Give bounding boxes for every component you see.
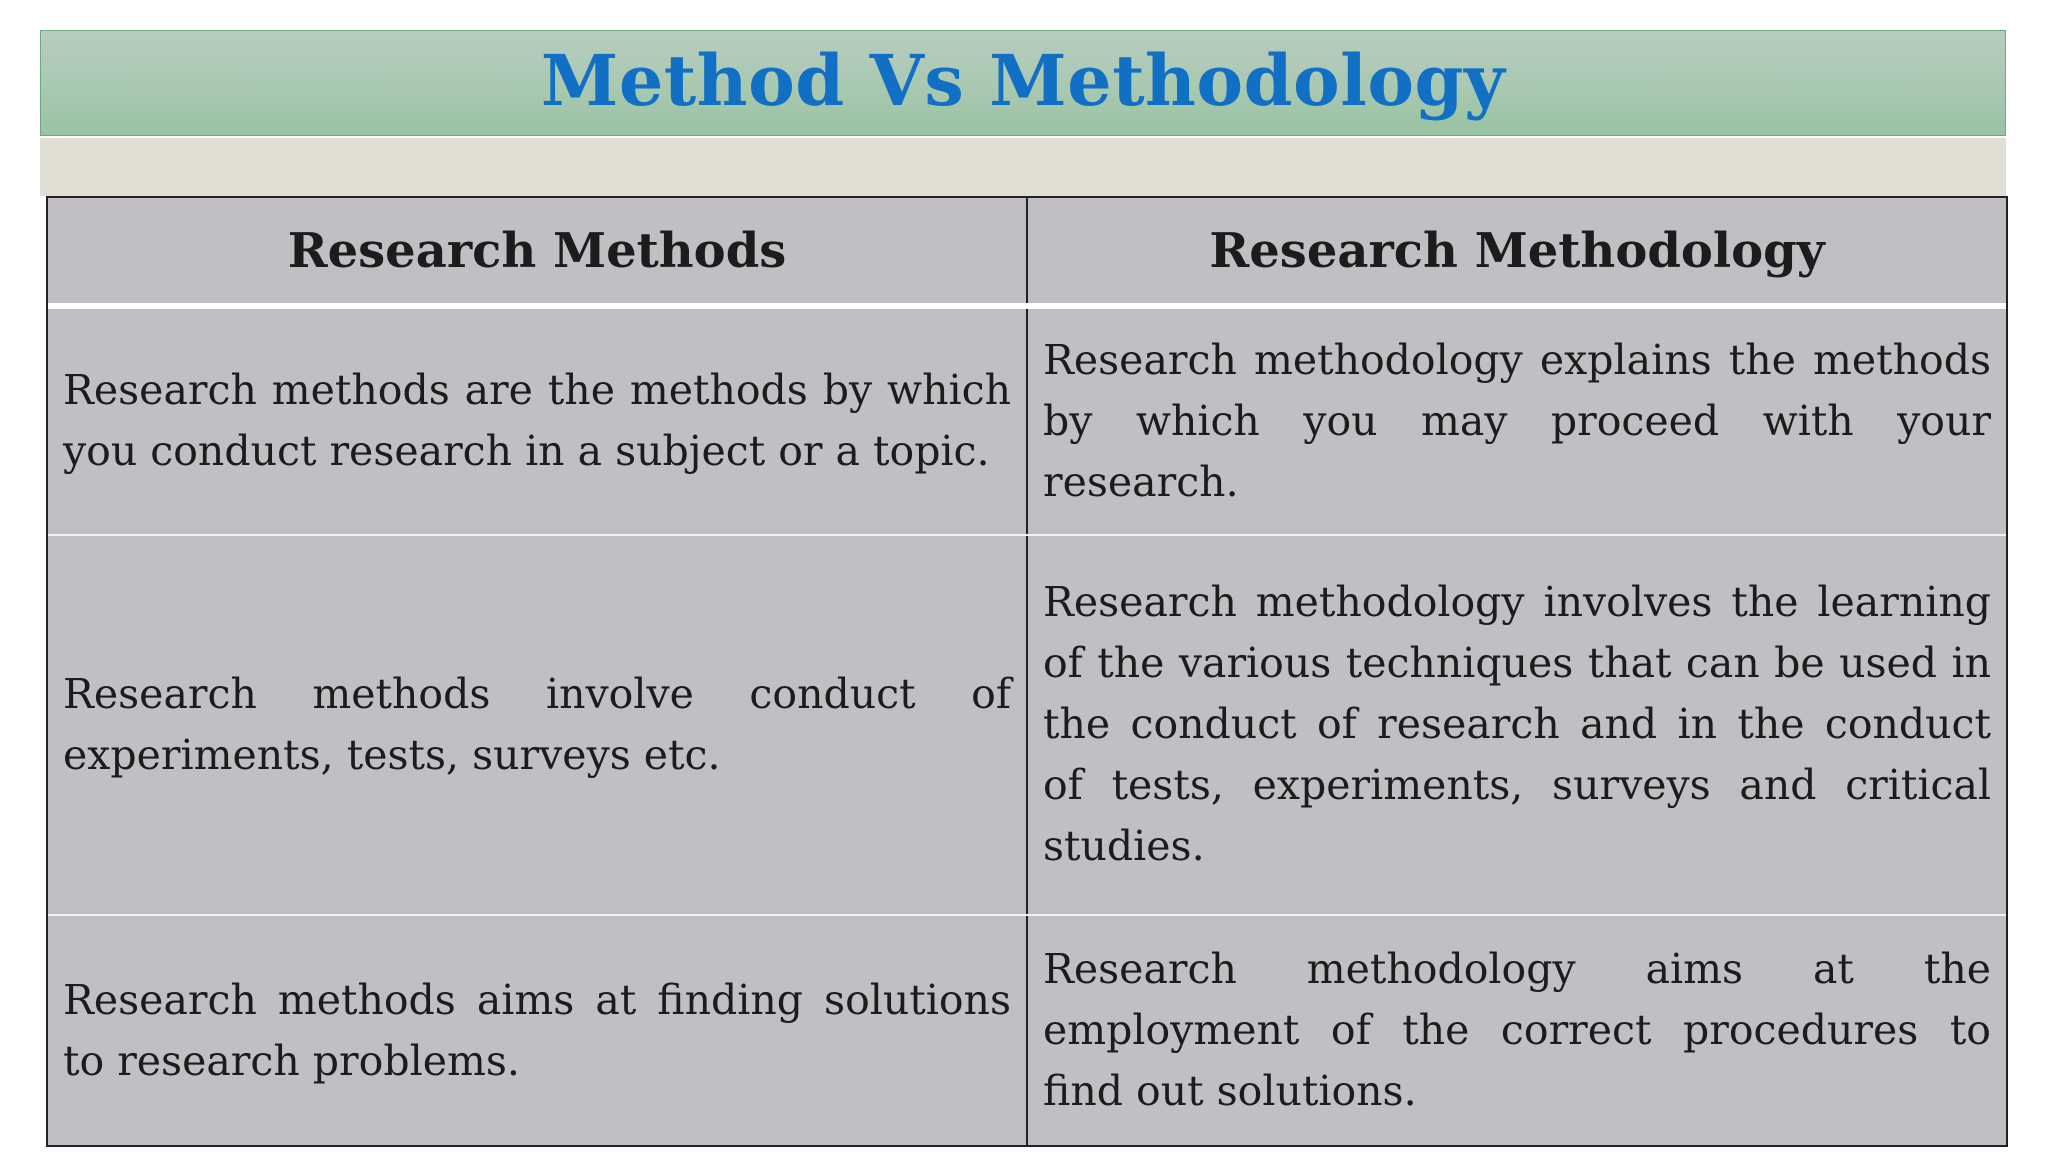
methodology-cell <box>1027 535 2006 916</box>
table-row <box>48 306 2006 535</box>
methods-cell <box>48 306 1027 535</box>
methods-cell-text: Research methods aims at finding solutions to research problems. <box>63 975 1011 1085</box>
table-header-row <box>48 198 2006 306</box>
comparison-table-container <box>46 196 2008 1147</box>
table-row <box>48 915 2006 1145</box>
page-title: Method Vs Methodology <box>540 38 1506 122</box>
methods-cell <box>48 535 1027 916</box>
header-research-methods: Research Methods <box>48 198 1027 306</box>
methodology-cell <box>1027 306 2006 535</box>
methods-cell-text: Research methods involve conduct of experiments, tests, surveys etc. <box>63 669 1011 779</box>
table-row <box>48 535 2006 916</box>
header-research-methodology: Research Methodology <box>1027 198 2006 306</box>
methodology-cell <box>1027 915 2006 1145</box>
comparison-table <box>48 198 2006 1145</box>
methods-cell-text: Research methods are the methods by which you conduct research in a subject or a topic. <box>63 366 1011 476</box>
decorative-band <box>40 138 2006 196</box>
methodology-cell-text: Research methodology explains the methods by which you may proceed with your research. <box>1043 335 1991 506</box>
methodology-cell-text: Research methodology involves the learning of the various techniques that can be used in the conduct of research and in the conduct of tests, experiments, surveys and critical studies. <box>1043 578 1991 871</box>
methodology-cell-text: Research methodology aims at the employment of the correct procedures to find out solutions. <box>1043 945 1991 1116</box>
methods-cell <box>48 915 1027 1145</box>
title-banner <box>40 30 2006 136</box>
